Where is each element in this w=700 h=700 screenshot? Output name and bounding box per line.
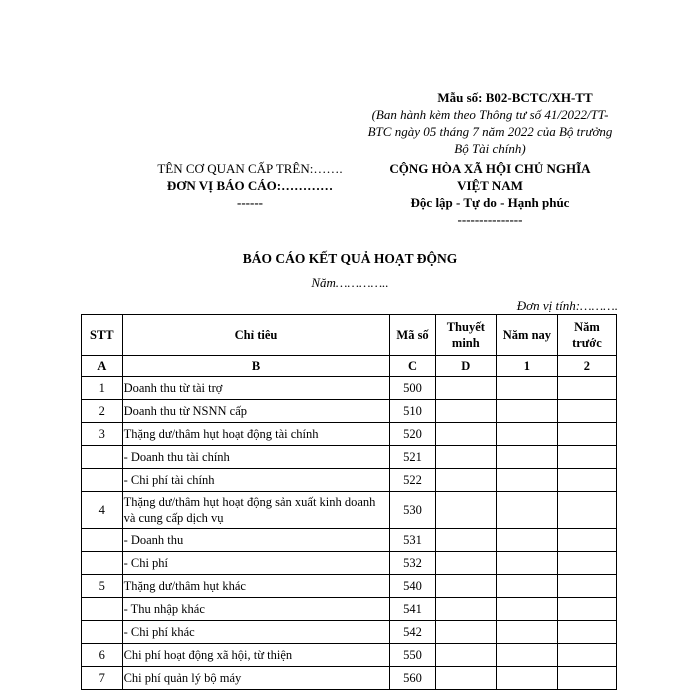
national-motto: Độc lập - Tự do - Hạnh phúc [410, 195, 570, 210]
row-this-year-cell [496, 400, 557, 423]
row-note-cell [435, 621, 496, 644]
row-note-cell [435, 492, 496, 529]
header-code: Mã số [390, 315, 435, 356]
row-this-year-cell [496, 446, 557, 469]
row-item: Doanh thu từ NSNN cấp [122, 400, 390, 423]
row-stt: 1 [82, 377, 123, 400]
report-year: Năm………….. [311, 275, 389, 290]
row-this-year-cell [496, 492, 557, 529]
row-code: 532 [390, 552, 435, 575]
row-item: - Chi phí [122, 552, 390, 575]
row-stt [82, 446, 123, 469]
row-code: 542 [390, 621, 435, 644]
row-item: Thặng dư/thâm hụt hoạt động sản xuất kinh doanh và cung cấp dịch vụ [122, 492, 390, 529]
form-note-line-1: (Ban hành kèm theo Thông tư số 41/2022/TT- [371, 107, 609, 122]
national-divider: --------------- [457, 212, 523, 227]
column-letter-row [82, 356, 617, 377]
row-last-year-cell [557, 400, 616, 423]
row-this-year-cell [496, 423, 557, 446]
row-last-year-cell [557, 598, 616, 621]
row-this-year-cell [496, 667, 557, 690]
row-note-cell [435, 377, 496, 400]
row-last-year-cell [557, 469, 616, 492]
row-item: - Chi phí khác [122, 621, 390, 644]
row-note-cell [435, 644, 496, 667]
row-note-cell [435, 446, 496, 469]
row-item: Chi phí hoạt động xã hội, từ thiện [122, 644, 390, 667]
table-row [82, 644, 617, 667]
issuer-block [135, 160, 365, 211]
row-item: Thặng dư/thâm hụt khác [122, 575, 390, 598]
row-item: - Doanh thu [122, 529, 390, 552]
row-code: 550 [390, 644, 435, 667]
row-stt: 2 [82, 400, 123, 423]
row-last-year-cell [557, 492, 616, 529]
row-item: - Chi phí tài chính [122, 469, 390, 492]
row-stt: 3 [82, 423, 123, 446]
table-row [82, 423, 617, 446]
row-item: Doanh thu từ tài trợ [122, 377, 390, 400]
row-stt [82, 552, 123, 575]
form-note-line-2: BTC ngày 05 tháng 7 năm 2022 của Bộ trưởng [367, 124, 613, 139]
row-code: 530 [390, 492, 435, 529]
row-code: 522 [390, 469, 435, 492]
row-this-year-cell [496, 377, 557, 400]
row-last-year-cell [557, 423, 616, 446]
letter-note: D [435, 356, 496, 377]
row-note-cell [435, 667, 496, 690]
row-item: Chi phí quản lý bộ máy [122, 667, 390, 690]
row-note-cell [435, 400, 496, 423]
header-item: Chỉ tiêu [122, 315, 390, 356]
row-stt [82, 469, 123, 492]
row-note-cell [435, 529, 496, 552]
row-code: 500 [390, 377, 435, 400]
row-code: 541 [390, 598, 435, 621]
form-note-line-3: Bộ Tài chính) [454, 141, 526, 156]
row-stt: 6 [82, 644, 123, 667]
row-last-year-cell [557, 377, 616, 400]
row-item: Thặng dư/thâm hụt hoạt động tài chính [122, 423, 390, 446]
row-stt: 5 [82, 575, 123, 598]
national-title-line-1: CỘNG HÒA XÃ HỘI CHỦ NGHĨA [389, 161, 591, 176]
row-stt: 4 [82, 492, 123, 529]
issuer-divider: ------ [237, 195, 263, 210]
row-stt: 7 [82, 667, 123, 690]
table-header-row [82, 315, 617, 356]
parent-agency: TÊN CƠ QUAN CẤP TRÊN:……. [157, 161, 343, 176]
row-last-year-cell [557, 667, 616, 690]
row-note-cell [435, 423, 496, 446]
row-stt [82, 598, 123, 621]
row-last-year-cell [557, 552, 616, 575]
table-row [82, 529, 617, 552]
form-code-block [355, 89, 625, 157]
row-this-year-cell [496, 575, 557, 598]
row-item: - Doanh thu tài chính [122, 446, 390, 469]
row-this-year-cell [496, 552, 557, 575]
table-row [82, 621, 617, 644]
row-note-cell [435, 469, 496, 492]
row-code: 521 [390, 446, 435, 469]
header-stt: STT [82, 315, 123, 356]
table-row [82, 469, 617, 492]
row-last-year-cell [557, 575, 616, 598]
row-code: 540 [390, 575, 435, 598]
row-last-year-cell [557, 446, 616, 469]
row-this-year-cell [496, 529, 557, 552]
row-code: 510 [390, 400, 435, 423]
letter-code: C [390, 356, 435, 377]
table-row [82, 598, 617, 621]
table-row [82, 575, 617, 598]
row-code: 531 [390, 529, 435, 552]
row-last-year-cell [557, 529, 616, 552]
row-note-cell [435, 598, 496, 621]
row-this-year-cell [496, 598, 557, 621]
unit-label: Đơn vị tính:………. [516, 298, 618, 313]
row-note-cell [435, 575, 496, 598]
row-note-cell [435, 552, 496, 575]
table-row [82, 446, 617, 469]
table-row [82, 667, 617, 690]
header-note: Thuyết minh [435, 315, 496, 356]
report-title: BÁO CÁO KẾT QUẢ HOẠT ĐỘNG [242, 251, 458, 266]
row-this-year-cell [496, 621, 557, 644]
table-row [82, 552, 617, 575]
form-code: Mẫu số: B02-BCTC/XH-TT [437, 90, 593, 105]
letter-item: B [122, 356, 390, 377]
row-this-year-cell [496, 644, 557, 667]
row-item: - Thu nhập khác [122, 598, 390, 621]
row-last-year-cell [557, 621, 616, 644]
header-last-year: Năm trước [557, 315, 616, 356]
reporting-unit: ĐƠN VỊ BÁO CÁO:………… [166, 178, 334, 193]
header-this-year: Năm nay [496, 315, 557, 356]
row-last-year-cell [557, 644, 616, 667]
row-stt [82, 529, 123, 552]
national-title-line-2: VIỆT NAM [457, 178, 523, 193]
letter-this-year: 1 [496, 356, 557, 377]
row-code: 560 [390, 667, 435, 690]
row-stt [82, 621, 123, 644]
table-row [82, 400, 617, 423]
letter-stt: A [82, 356, 123, 377]
national-header [370, 160, 610, 228]
letter-last-year: 2 [557, 356, 616, 377]
row-this-year-cell [496, 469, 557, 492]
results-table [81, 314, 617, 690]
table-row [82, 377, 617, 400]
row-code: 520 [390, 423, 435, 446]
table-row [82, 492, 617, 529]
